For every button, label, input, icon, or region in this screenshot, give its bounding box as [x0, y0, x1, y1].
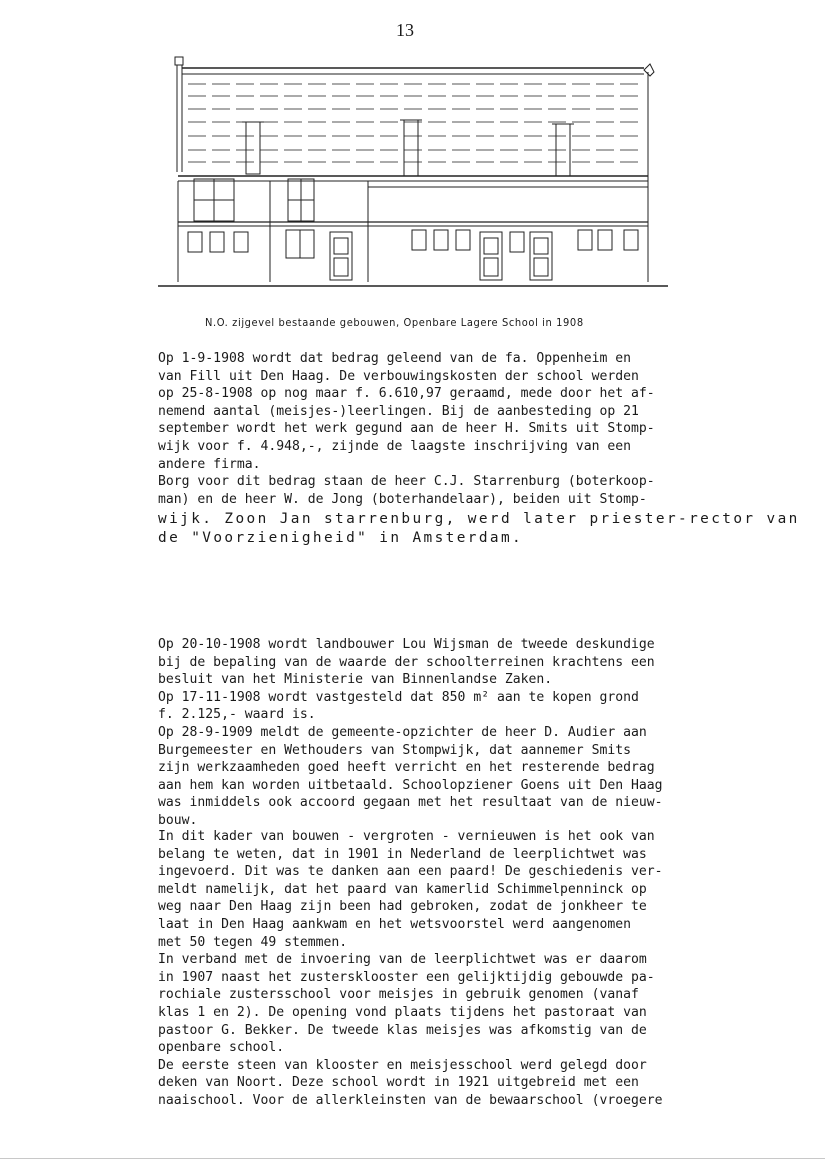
- paragraph-land-valuation: Op 20-10-1908 wordt landbouwer Lou Wijsman de tweede deskundige bij de bepaling van de waarde der schoolterreinen krachtens een besluit van het Ministerie van Binnenlandse Zaken. Op 17-11-1908 wordt vastgesteld dat 850 m² aan te kopen grond f. 2.125,- waard is. Op 28-9-1909 meldt de gemeente-opzichter de heer D. Audier aan Burgemeester en Wethouders van Stompwijk, dat aannemer Smits zijn werkzaamheden goed heeft verricht en het resterende bedrag aan hem kan worden uitbetaald. Schoolopziener Goens uit Den Haag was inmiddels ook accoord gegaan met het resultaat van de nieuw- bouw.: [158, 637, 663, 828]
- page-number: 13: [396, 20, 414, 40]
- bottom-rule: [0, 1158, 825, 1159]
- paragraph-starrenburg: wijk. Zoon Jan starrenburg, werd later priester-rector van de "Voorzienigheid" in Amsterdam.: [158, 511, 800, 546]
- roof-finial-right: [644, 64, 654, 76]
- lower-windows: [188, 230, 638, 258]
- figure-caption: N.O. zijgevel bestaande gebouwen, Openbare Lagere School in 1908: [205, 316, 584, 329]
- paragraph-compulsory-education: In dit kader van bouwen - vergroten - vernieuwen is het ook van belang te weten, dat in 1901 in Nederland de leerplichtwet was ingevoerd. Dit was te danken aan een paard! De geschiedenis ver- meldt namelijk, dat het paard van kamerlid Schimmelpenninck op weg naar Den Haag zijn been had gebroken, zodat de jonkheer te laat in Den Haag aankwam en het wetsvoorstel werd aangenomen met 50 tegen 49 stemmen. In verband met de invoering van de leerplichtwet was er daarom in 1907 naast het zustersklooster een gelijktijdig gebouwde pa- rochiale zustersschool voor meisjes in gebruik genomen (vanaf klas 1 en 2). De opening vond plaats tijdens het pastoraat van pastoor G. Bekker. De tweede klas meisjes was afkomstig van de openbare school. De eerste steen van klooster en meisjesschool werd gelegd door deken van Noort. Deze school wordt in 1921 uitgebreid met een naaischool. Voor de allerkleinsten van de bewaarschool (vroegere: [158, 829, 663, 1108]
- chimneys: [242, 120, 574, 176]
- chimney-pipe-left: [175, 57, 183, 65]
- paragraph-loan: Op 1-9-1908 wordt dat bedrag geleend van de fa. Oppenheim en van Fill uit Den Haag. De verbouwingskosten der school werden op 25-8-1908 op nog maar f. 6.610,97 geraamd, mede door het af- nemend aantal (meisjes-)leerlingen. Bij de aanbesteding op 21 september wordt het werk gegund aan de heer H. Smits uit Stomp- wijk voor f. 4.948,-, zijnde de laagste inschrijving van een andere firma. Borg voor dit bedrag staan de heer C.J. Starrenburg (boterkoop- man) en de heer W. de Jong (boterhandelaar), beiden uit Stomp-: [158, 351, 655, 507]
- upper-windows: [194, 179, 314, 221]
- elevation-drawing: [158, 54, 668, 294]
- doors: [330, 232, 552, 280]
